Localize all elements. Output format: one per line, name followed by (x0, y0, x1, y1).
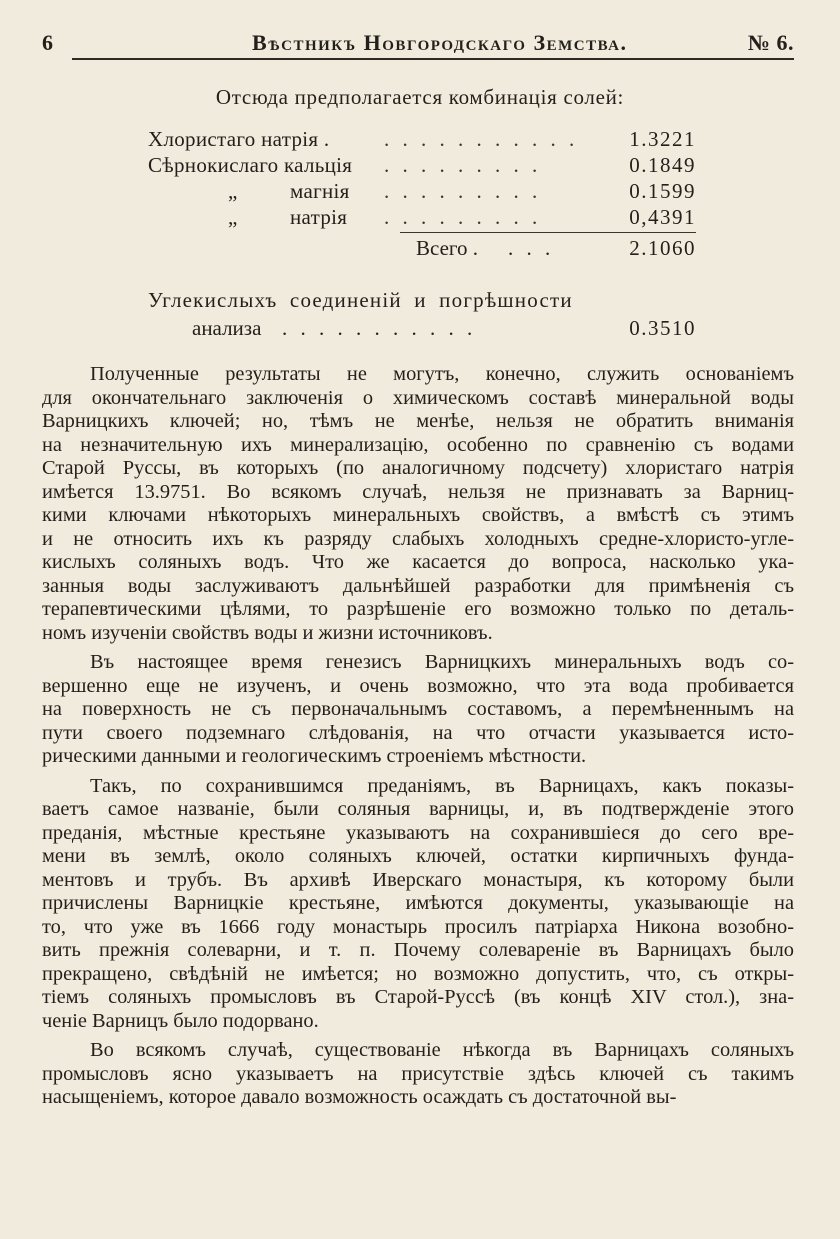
carbonate-label-cont: анализа (192, 316, 262, 340)
text-line: кислыхъ соляныхъ водъ. Что же касается до вопроса, насколько ука- (42, 551, 794, 573)
text-line: Варницкихъ ключей; но, тѣмъ не менѣе, нельзя не обратить вниманія (42, 410, 794, 432)
paragraph (42, 1039, 794, 1110)
salt-table (148, 126, 708, 260)
text-line: и не относить ихъ къ разряду слабыхъ холодныхъ средне-хлористо-угле- (42, 527, 794, 550)
carbonate-value: 0.3510 (629, 316, 696, 340)
salt-name: Сѣрнокислаго кальція (148, 153, 353, 177)
paragraph (42, 651, 794, 769)
text-line: Во всякомъ случаѣ, существованіе нѣкогда въ Варницахъ соляныхъ (90, 1039, 794, 1061)
text-line: кими ключами нѣкоторыхъ минеральныхъ свойствъ, а вмѣстѣ съ этимъ (42, 504, 794, 526)
body-text (42, 363, 794, 1110)
salt-name: Хлористаго натрія . (148, 127, 330, 151)
salt-row (148, 178, 708, 204)
salt-value: 0,4391 (629, 205, 696, 229)
text-line: прекращено, свѣдѣній не имѣется; но возможно допустить, что, съ откры- (42, 962, 794, 985)
text-line: промысловъ ясно указываетъ на присутствіе здѣсь ключей съ такимъ (42, 1062, 794, 1085)
carbonate-row (148, 314, 708, 342)
text-line: для окончательнаго заключенія о химическомъ составѣ минеральной воды (42, 386, 794, 409)
text-line: вершенно еще не изученъ, и очень возможно, что эта вода пробивается (42, 674, 794, 697)
salt-value: 1.3221 (629, 127, 696, 151)
ditto-mark: „ (228, 205, 238, 229)
salt-row (148, 204, 708, 230)
text-line: вить прежнія солеварни, и т. п. Почему солевареніе въ Варницахъ было (42, 939, 794, 961)
salt-row (148, 126, 708, 152)
text-line: преданія, мѣстные крестьяне указываютъ на сохранившіеся до сего вре- (42, 821, 794, 844)
leader-dots: . . . (508, 236, 555, 260)
salt-value: 0.1599 (629, 179, 696, 203)
journal-title: Вѣстникъ Новгородскаго Земства. (252, 30, 628, 55)
salt-name (228, 204, 347, 230)
text-line: причислены Варницкіе крестьяне, имѣются документы, указывающіе на (42, 892, 794, 914)
text-line: занныя воды заслуживаютъ дальнѣйшей разработки для примѣненія съ (42, 574, 794, 597)
sum-rule (400, 232, 696, 233)
text-line: Такъ, по сохранившимся преданіямъ, въ Варницахъ, какъ показы- (90, 774, 794, 797)
text-line: Въ настоящее время генезисъ Варницкихъ минеральныхъ водъ со- (90, 651, 794, 673)
salt-name (228, 178, 350, 204)
issue-number: № 6. (747, 30, 794, 55)
total-row (148, 234, 708, 262)
text-line: имѣется 13.9751. Во всякомъ случаѣ, нельзя не признавать за Варниц- (42, 480, 794, 503)
text-line: номъ изученіи свойствъ воды и жизни источниковъ. (42, 621, 493, 644)
ditto-mark: „ (228, 179, 238, 203)
total-value: 2.1060 (629, 236, 696, 260)
carbonate-label: Углекислыхъ соединеній и погрѣшности (148, 288, 573, 312)
text-line: Старой Руссы, въ которыхъ (по аналогичному подсчету) хлористаго натрія (42, 457, 794, 479)
leader-dots: . . . . . . . . . (384, 153, 542, 177)
salt-value: 0.1849 (629, 153, 696, 177)
running-header (42, 28, 798, 60)
text-line: Полученные результаты не могутъ, конечно, служить основаніемъ (90, 363, 794, 385)
header-rule (72, 58, 794, 60)
salt-name-text: магнія (290, 179, 350, 203)
text-line: ваетъ самое названіе, были соляныя варницы, и, въ подтвержденіе этого (42, 798, 794, 820)
text-line: ченіе Варницъ было подорвано. (42, 1009, 319, 1032)
paragraph (42, 363, 794, 645)
salt-name-text: натрія (290, 205, 348, 229)
paragraph (42, 775, 794, 1034)
total-label: Всего . (416, 236, 478, 260)
carbonate-block (148, 286, 708, 342)
text-line: тіемъ соляныхъ промысловъ въ Старой-Руссѣ (въ концѣ XIV стол.), зна- (42, 986, 794, 1008)
text-line: на незначительную ихъ минерализацію, особенно по сравненію съ водами (42, 433, 794, 456)
salt-row (148, 152, 708, 178)
leader-dots: . . . . . . . . . . . (384, 127, 579, 151)
leader-dots: . . . . . . . . . (384, 179, 542, 203)
page-number: 6 (42, 30, 54, 55)
text-line: мени въ землѣ, около соляныхъ ключей, остатки кирпичныхъ фунда- (42, 845, 794, 867)
text-line: ментовъ и трубъ. Въ архивѣ Иверскаго монастыря, къ которому были (42, 868, 794, 891)
text-line: рическими данными и геологическимъ строеніемъ мѣстности. (42, 745, 587, 767)
text-line: то, что уже въ 1666 году монастырь просилъ патріарха Никона возобно- (42, 915, 794, 938)
leader-dots: . . . . . . . . . (384, 205, 542, 229)
text-line: пути своего подземнаго слѣдованія, на что отчасти указывается исто- (42, 721, 794, 744)
text-line: на поверхность не съ первоначальнымъ составомъ, а перемѣненнымъ на (42, 698, 794, 720)
salt-combination-intro: Отсюда предполагается комбинація солей: (215, 85, 625, 109)
leader-dots: . . . . . . . . . . . (282, 316, 477, 340)
text-line: насыщеніемъ, которое давало возможность осаждать съ достаточной вы- (42, 1086, 677, 1108)
text-line: терапевтическими цѣлями, то разрѣшеніе его возможно только по деталь- (42, 598, 794, 620)
